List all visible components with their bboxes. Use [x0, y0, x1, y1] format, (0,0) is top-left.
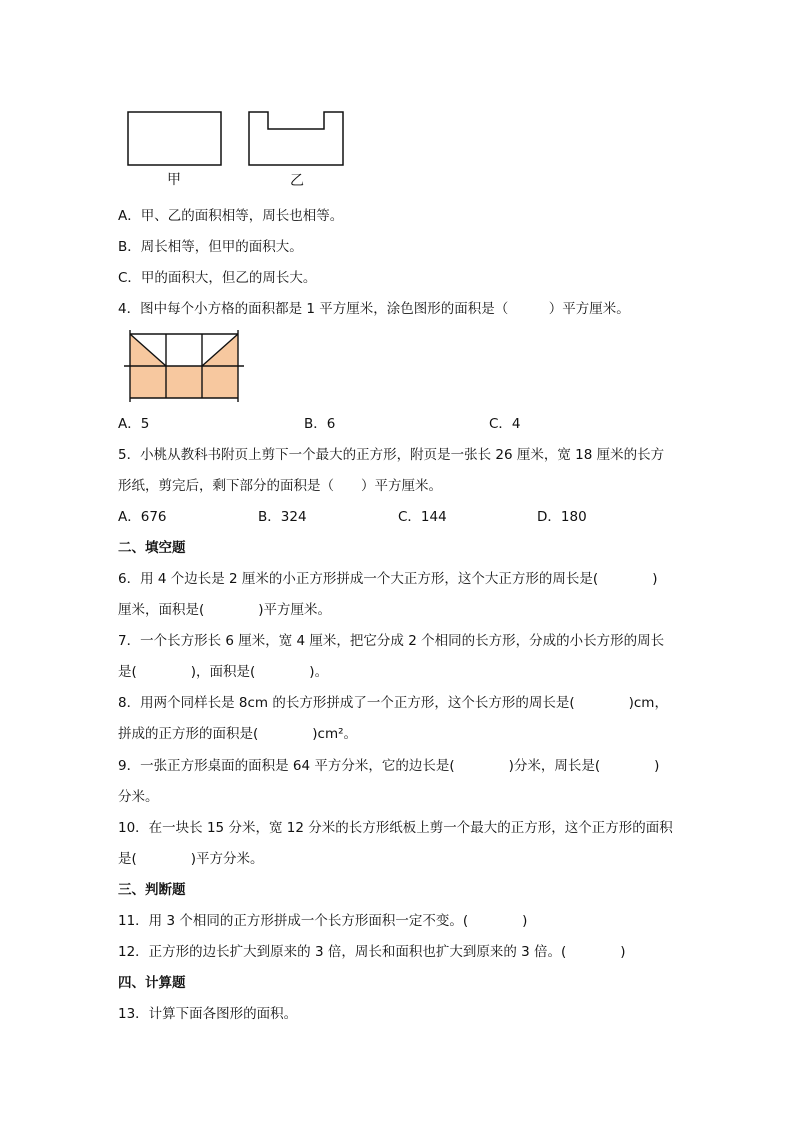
q5-option-a: A．676 [118, 509, 167, 525]
q6-line2: 厘米，面积是( )平方厘米。 [118, 602, 332, 618]
q4-grid-figure [122, 330, 244, 402]
q8-line2: 拼成的正方形的面积是( )cm²。 [118, 726, 358, 742]
section-title-fill-blank: 二、填空题 [118, 540, 186, 556]
figure-jia-yi [120, 105, 360, 195]
section-title-true-false: 三、判断题 [118, 882, 186, 898]
q11: 11．用 3 个相同的正方形拼成一个长方形面积一定不变。( ) [118, 913, 528, 929]
section-title-calculation: 四、计算题 [118, 975, 186, 991]
q4-option-c: C．4 [489, 416, 521, 432]
q5-option-c: C．144 [398, 509, 447, 525]
q3-option-c: C．甲的面积大，但乙的周长大。 [118, 270, 317, 286]
q9-line2: 分米。 [118, 789, 159, 805]
shape-yi [249, 112, 343, 165]
q7-line2: 是( )，面积是( )。 [118, 664, 329, 680]
q3-option-b: B．周长相等，但甲的面积大。 [118, 239, 303, 255]
q9-line1: 9．一张正方形桌面的面积是 64 平方分米，它的边长是( )分米，周长是( ) [118, 758, 660, 774]
q4-question: 4．图中每个小方格的面积都是 1 平方厘米，涂色图形的面积是（ ）平方厘米。 [118, 301, 630, 317]
q5-option-d: D．180 [537, 509, 587, 525]
q5-option-b: B．324 [258, 509, 307, 525]
q3-option-a: A．甲、乙的面积相等，周长也相等。 [118, 208, 344, 224]
q10-line1: 10．在一块长 15 分米，宽 12 分米的长方形纸板上剪一个最大的正方形，这个正方形的面积 [118, 820, 673, 836]
q8-line1: 8．用两个同样长是 8cm 的长方形拼成了一个正方形，这个长方形的周长是( )cm， [118, 695, 668, 711]
q7-line1: 7．一个长方形长 6 厘米，宽 4 厘米，把它分成 2 个相同的长方形，分成的小长方形的周长 [118, 633, 665, 649]
label-jia: 甲 [167, 172, 181, 188]
q12: 12．正方形的边长扩大到原来的 3 倍，周长和面积也扩大到原来的 3 倍。( ) [118, 944, 626, 960]
q5-line2: 形纸，剪完后，剩下部分的面积是（ ）平方厘米。 [118, 478, 442, 494]
q6-line1: 6．用 4 个边长是 2 厘米的小正方形拼成一个大正方形，这个大正方形的周长是( ) [118, 571, 658, 587]
q13: 13．计算下面各图形的面积。 [118, 1006, 298, 1022]
q4-option-b: B．6 [304, 416, 336, 432]
q4-option-a: A．5 [118, 416, 150, 432]
label-yi: 乙 [290, 173, 304, 189]
q5-line1: 5．小桃从教科书附页上剪下一个最大的正方形，附页是一张长 26 厘米，宽 18 厘米的长方 [118, 447, 665, 463]
shape-jia [128, 112, 221, 165]
q10-line2: 是( )平方分米。 [118, 851, 264, 867]
